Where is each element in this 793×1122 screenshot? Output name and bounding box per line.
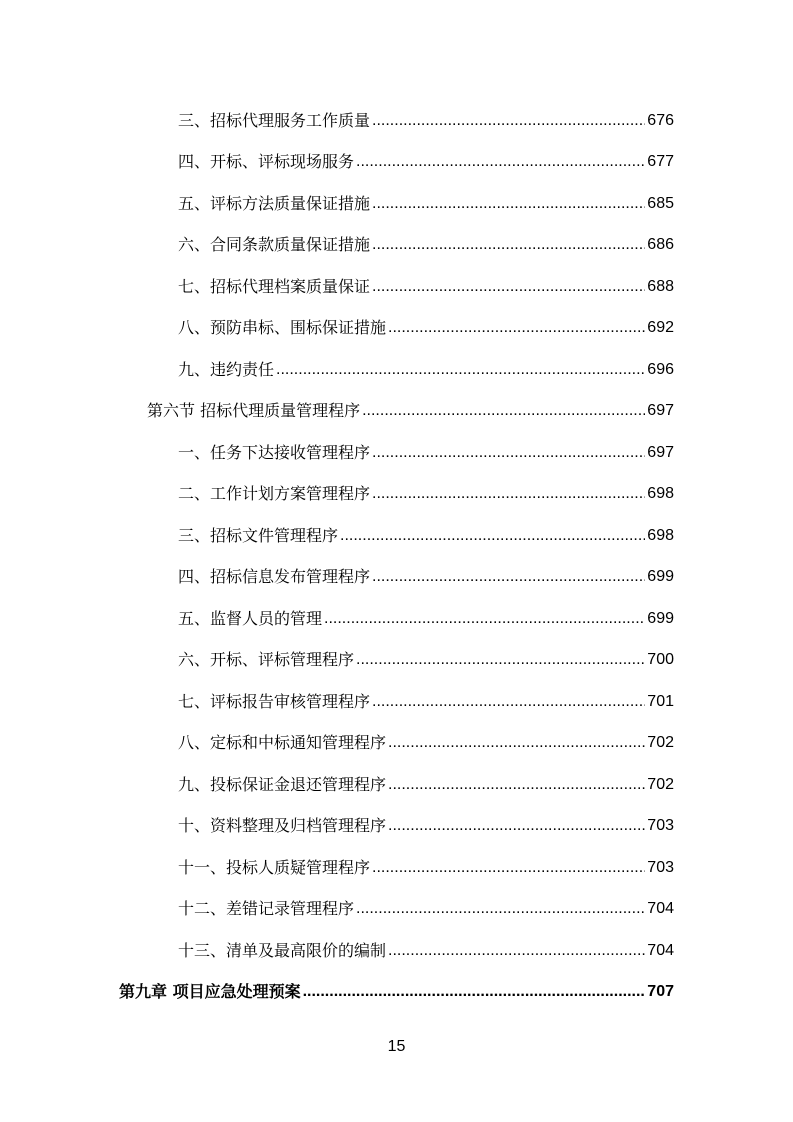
toc-leader-dots <box>372 484 645 504</box>
toc-entry[interactable] <box>178 267 674 297</box>
toc-entry-title: 八、预防串标、围标保证措施 <box>178 318 387 337</box>
toc-leader-dots <box>372 443 645 463</box>
toc-entry-page: 703 <box>647 859 674 876</box>
toc-entry-page: 698 <box>647 527 674 544</box>
toc-entry-title: 六、开标、评标管理程序 <box>178 650 355 669</box>
toc-entry-page: 697 <box>647 402 674 419</box>
toc-entry[interactable] <box>178 308 674 338</box>
toc-entry-page: 696 <box>647 361 674 378</box>
toc-entry-page: 702 <box>647 776 674 793</box>
toc-entry-page: 698 <box>647 485 674 502</box>
toc-entry-title: 十一、投标人质疑管理程序 <box>178 858 371 877</box>
toc-entry-page: 676 <box>647 112 674 129</box>
toc-entry[interactable] <box>178 723 674 753</box>
toc-entry-title: 七、招标代理档案质量保证 <box>178 277 371 296</box>
toc-entry[interactable] <box>178 765 674 795</box>
toc-entry[interactable] <box>178 350 674 380</box>
toc-leader-dots <box>372 111 645 131</box>
toc-entry-page: 701 <box>647 693 674 710</box>
toc-entry-title: 八、定标和中标通知管理程序 <box>178 733 387 752</box>
toc-entry-title: 四、开标、评标现场服务 <box>178 152 355 171</box>
toc-leader-dots <box>372 692 645 712</box>
toc-leader-dots <box>388 733 645 753</box>
toc-leader-dots <box>356 899 645 919</box>
toc-entry-page: 702 <box>647 734 674 751</box>
toc-leader-dots <box>372 235 645 255</box>
toc-entry-page: 688 <box>647 278 674 295</box>
toc-entry-page: 699 <box>647 610 674 627</box>
toc-entry[interactable] <box>178 225 674 255</box>
toc-leader-dots <box>388 775 645 795</box>
toc-entry[interactable] <box>178 433 674 463</box>
toc-entry-title: 三、招标文件管理程序 <box>178 526 339 545</box>
toc-entry-title: 九、违约责任 <box>178 360 275 379</box>
toc-entry-title: 十三、清单及最高限价的编制 <box>178 941 387 960</box>
toc-chapter-page: 707 <box>647 983 674 1000</box>
toc-entry-title: 第六节 招标代理质量管理程序 <box>147 401 361 420</box>
toc-leader-dots <box>372 858 645 878</box>
toc-entry-page: 697 <box>647 444 674 461</box>
toc-chapter-entry[interactable] <box>119 972 674 1002</box>
toc-section-entry[interactable] <box>147 391 674 421</box>
toc-entry[interactable] <box>178 184 674 214</box>
toc-entry[interactable] <box>178 889 674 919</box>
toc-entry[interactable] <box>178 101 674 131</box>
toc-entry-page: 685 <box>647 195 674 212</box>
toc-entry-page: 699 <box>647 568 674 585</box>
toc-leader-dots <box>362 401 645 421</box>
toc-entry[interactable] <box>178 599 674 629</box>
toc-entry-page: 703 <box>647 817 674 834</box>
toc-entry[interactable] <box>178 557 674 587</box>
toc-entry[interactable] <box>178 931 674 961</box>
toc-entry-title: 七、评标报告审核管理程序 <box>178 692 371 711</box>
toc-leader-dots <box>388 318 645 338</box>
toc-leader-dots <box>324 609 645 629</box>
toc-entry-title: 九、投标保证金退还管理程序 <box>178 775 387 794</box>
toc-entry-title: 六、合同条款质量保证措施 <box>178 235 371 254</box>
toc-leader-dots <box>388 816 645 836</box>
toc-entry[interactable] <box>178 516 674 546</box>
toc-entry-page: 700 <box>647 651 674 668</box>
toc-entry-page: 677 <box>647 153 674 170</box>
toc-chapter-title: 第九章 项目应急处理预案 <box>119 982 301 1001</box>
toc-entry[interactable] <box>178 848 674 878</box>
toc-leader-dots <box>388 941 645 961</box>
toc-entry-title: 一、任务下达接收管理程序 <box>178 443 371 462</box>
toc-leader-dots <box>372 277 645 297</box>
toc-leader-dots <box>276 360 645 380</box>
toc-leader-dots <box>303 982 646 1002</box>
toc-leader-dots <box>356 650 645 670</box>
toc-entry-page: 692 <box>647 319 674 336</box>
toc-entry-page: 704 <box>647 900 674 917</box>
toc-entry-title: 五、监督人员的管理 <box>178 609 323 628</box>
toc-entry[interactable] <box>178 142 674 172</box>
toc-entry-title: 二、工作计划方案管理程序 <box>178 484 371 503</box>
page-number: 15 <box>387 1038 406 1055</box>
toc-entry[interactable] <box>178 474 674 504</box>
toc-entry-page: 704 <box>647 942 674 959</box>
toc-leader-dots <box>356 152 645 172</box>
toc-entry[interactable] <box>178 682 674 712</box>
toc-entry-title: 三、招标代理服务工作质量 <box>178 111 371 130</box>
toc-entry-page: 686 <box>647 236 674 253</box>
toc-entry[interactable] <box>178 640 674 670</box>
toc-entry[interactable] <box>178 806 674 836</box>
toc-entry-title: 十、资料整理及归档管理程序 <box>178 816 387 835</box>
toc-leader-dots <box>372 567 645 587</box>
toc-leader-dots <box>340 526 645 546</box>
toc-leader-dots <box>372 194 645 214</box>
toc-entry-title: 五、评标方法质量保证措施 <box>178 194 371 213</box>
toc-entry-title: 十二、差错记录管理程序 <box>178 899 355 918</box>
toc-entry-title: 四、招标信息发布管理程序 <box>178 567 371 586</box>
